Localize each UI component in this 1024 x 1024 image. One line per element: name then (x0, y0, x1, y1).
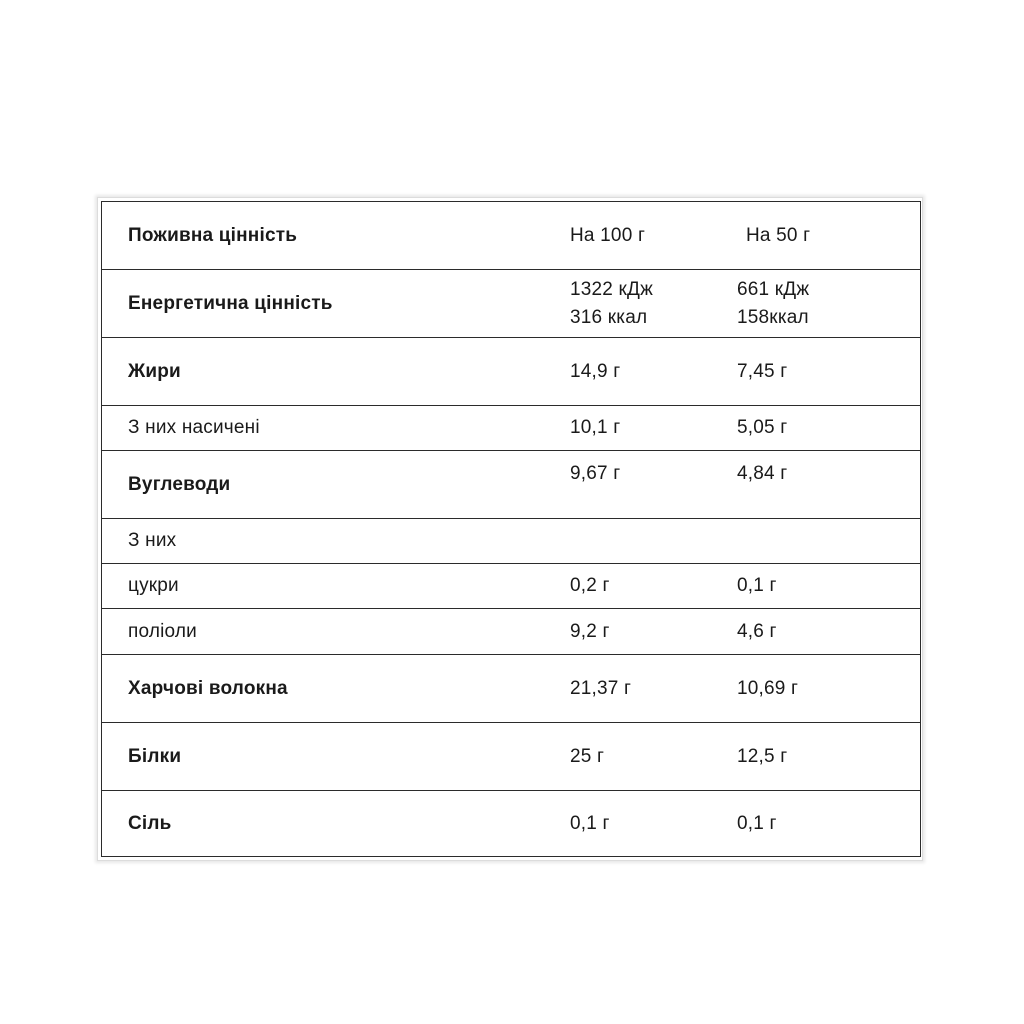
table-row-header (101, 202, 921, 270)
table-row-carbs (101, 451, 921, 519)
energy-100g-kcal: 316 ккал (570, 306, 648, 328)
protein-100g: 25 г (544, 723, 727, 791)
carbs-label: Вуглеводи (101, 451, 544, 519)
saturated-label: З них насичені (101, 406, 544, 451)
table-right-border (920, 201, 921, 856)
protein-label: Білки (101, 723, 544, 791)
table-row-of-which (101, 519, 921, 564)
energy-100g-kj: 1322 кДж (570, 278, 654, 300)
sugars-50g: 0,1 г (737, 575, 777, 596)
salt-100g: 0,1 г (544, 791, 727, 857)
of-which-100g (544, 519, 727, 564)
header-col-100g: На 100 г (544, 202, 727, 270)
saturated-50g: 5,05 г (737, 417, 788, 438)
of-which-50g (727, 519, 921, 564)
table-row-fiber (101, 655, 921, 723)
polyols-label: поліоли (101, 609, 544, 655)
fats-50g: 7,45 г (737, 360, 788, 382)
table-row-protein (101, 723, 921, 791)
table-row-polyols (101, 609, 921, 655)
polyols-50g: 4,6 г (737, 620, 777, 642)
saturated-100g: 10,1 г (544, 406, 727, 451)
salt-50g: 0,1 г (737, 812, 777, 834)
fiber-50g: 10,69 г (737, 677, 799, 699)
fats-label: Жири (101, 338, 544, 406)
of-which-label: З них (101, 519, 544, 564)
header-label: Поживна цінність (101, 202, 544, 270)
carbs-50g: 4,84 г (737, 463, 788, 484)
table-row-sugars (101, 564, 921, 609)
table-row-saturated (101, 406, 921, 451)
sugars-100g: 0,2 г (544, 564, 727, 609)
table-row-salt (101, 791, 921, 857)
table-row-fats (101, 338, 921, 406)
fiber-label: Харчові волокна (101, 655, 544, 723)
header-col-50g: На 50 г (746, 224, 811, 246)
protein-50g: 12,5 г (737, 745, 788, 767)
salt-label: Сіль (101, 791, 544, 857)
sugars-label: цукри (101, 564, 544, 609)
fats-100g: 14,9 г (544, 338, 727, 406)
table-left-border (101, 201, 102, 856)
table-row-energy (101, 270, 921, 338)
nutrition-table (101, 201, 921, 857)
carbs-100g: 9,67 г (544, 451, 727, 519)
polyols-100g: 9,2 г (544, 609, 727, 655)
energy-50g-kj: 661 кДж (737, 278, 810, 300)
energy-50g-kcal: 158ккал (737, 306, 809, 328)
fiber-100g: 21,37 г (544, 655, 727, 723)
energy-label: Енергетична цінність (101, 270, 544, 338)
